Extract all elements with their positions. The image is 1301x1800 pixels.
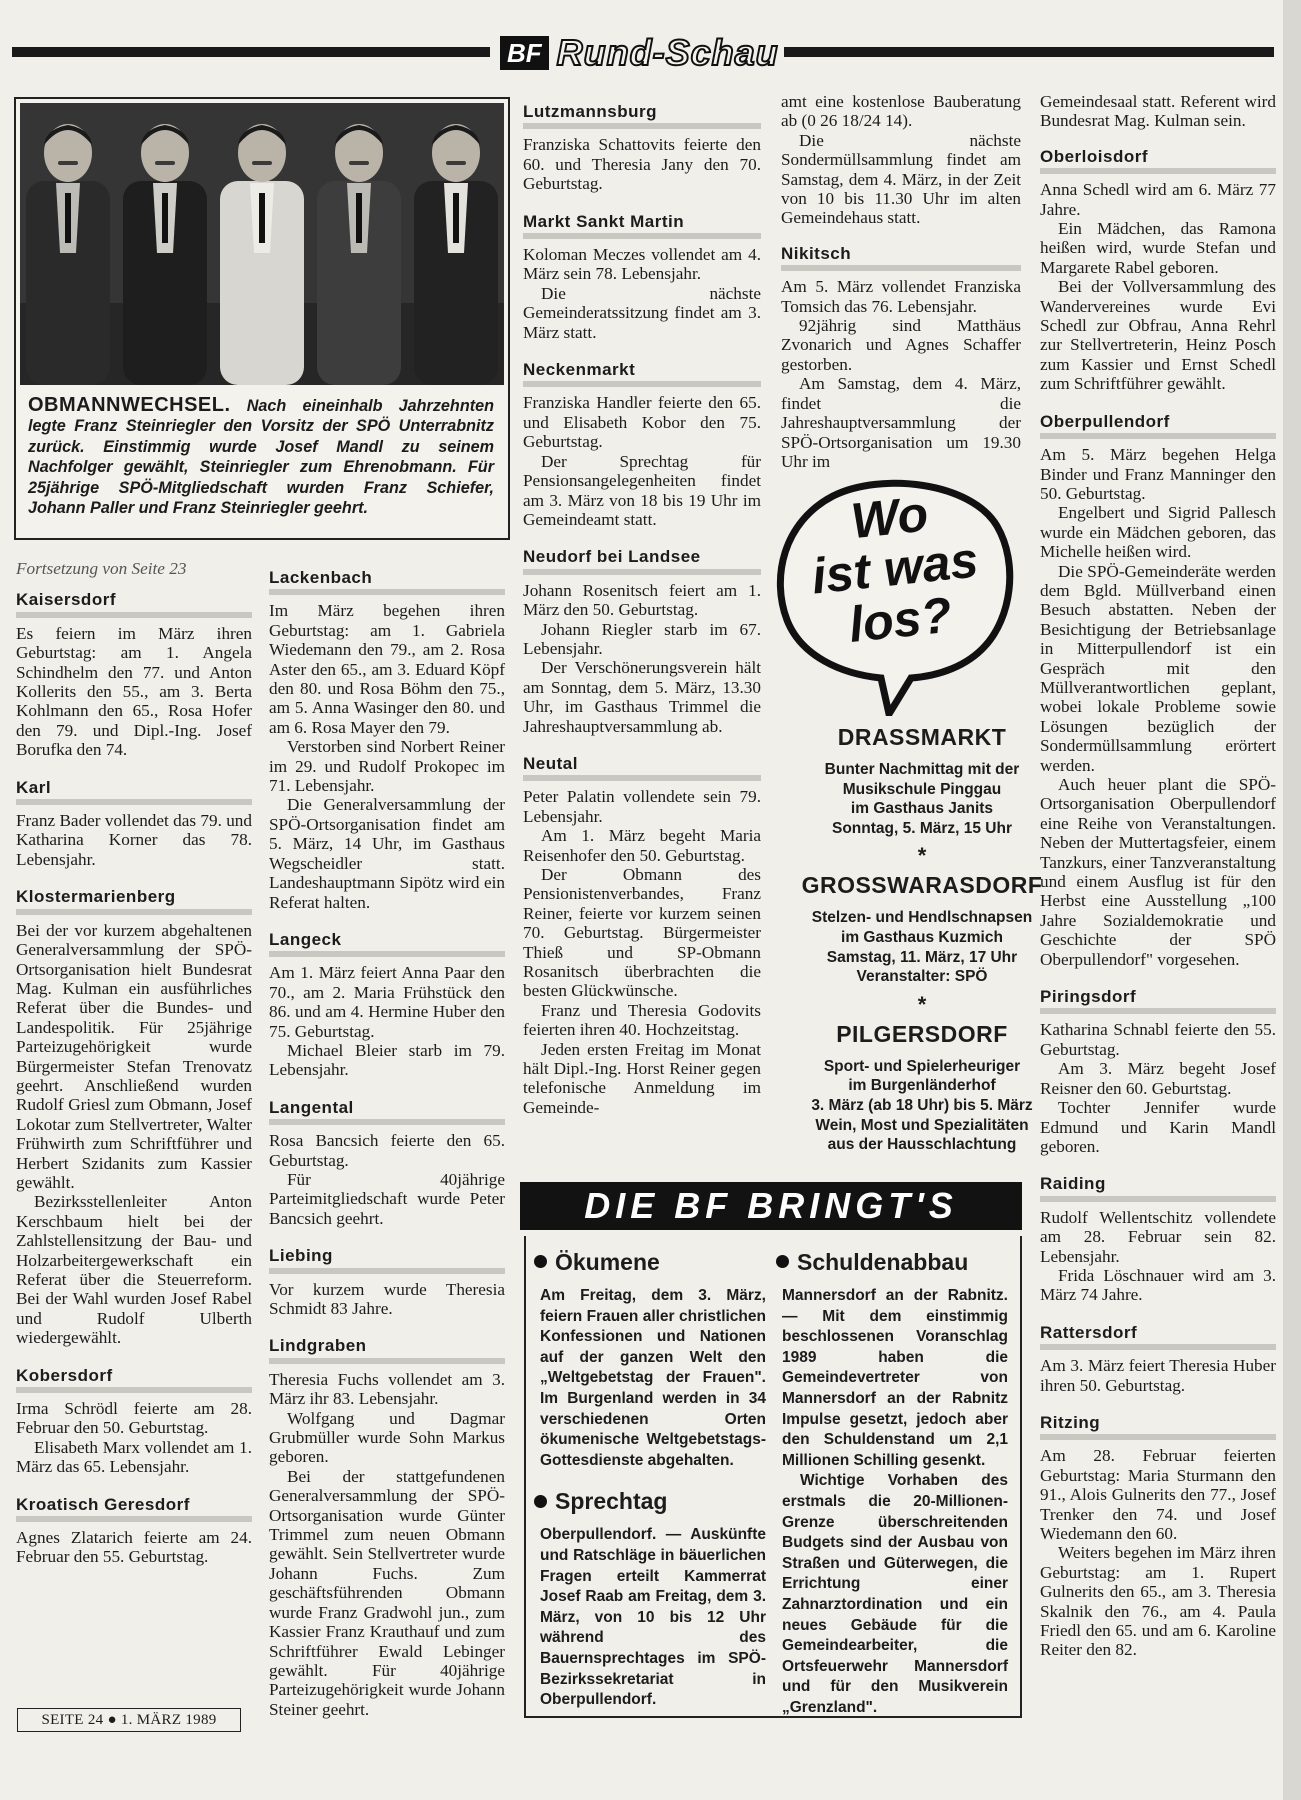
article-paragraph: Gemeindesaal statt. Referent wird Bundesrat Mag. Kulman sein. [1040, 92, 1276, 131]
section-oberpullendorf [1040, 410, 1276, 969]
article-paragraph: Am 1. März begeht Maria Reisenhofer den 50. Geburtstag. [523, 826, 761, 865]
article-paragraph: Am Samstag, dem 4. März, findet die Jahreshauptversammlung der SPÖ-Ortsorganisation um 19.30 Uhr im [781, 374, 1021, 471]
section-title: Rund-Schau [556, 32, 779, 73]
article-paragraph: Am 3. März feiert Theresia Huber ihren 50. Geburtstag. [1040, 1356, 1276, 1395]
section-heading: Neudorf bei Landsee [523, 545, 761, 574]
article-paragraph: Johann Riegler starb im 67. Lebensjahr. [523, 619, 761, 658]
person-mustache [446, 161, 466, 165]
section-heading: Rattersdorf [1040, 1321, 1276, 1350]
event-line: Veranstalter: SPÖ [856, 968, 988, 986]
section-heading: Ritzing [1040, 1411, 1276, 1440]
section-heading: Langeck [269, 928, 505, 957]
bringt-paragraph: Wichtige Vorhaben des erstmals die 20-Millionen-Grenze überschreitenden Budgets sind der Ausbau von Straßen und Güterwegen, die Errichtung einer Zahnarztordination und ein neues Gebäude für die Gemeindearbeiter, die Ortsfeuerwehr Mannersdorf und für den Musikverein „Grenzland". [782, 1472, 1008, 1716]
column-2 [269, 566, 505, 1735]
bringt-paragraph: Am Freitag, dem 3. März, feiern Frauen aller christlichen Konfessionen und Nationen auf der ganzen Welt den „Weltgebetstag der Frauen". Im Burgenland werden in 34 verschiedenen Orten ökumenische Weltgebetstags-Gottesdienste abgehalten. [540, 1287, 766, 1469]
bullet-icon [534, 1495, 547, 1508]
article-paragraph: Katharina Schnabl feierte den 55. Geburtstag. [1040, 1020, 1276, 1059]
person-tie [65, 193, 71, 243]
bringt-paragraph: Mannersdorf an der Rabnitz. — Mit dem einstimmig beschlossenen Voranschlag 1989 haben die Gemeindevertreter von Mannersdorf an der Rabnitz Impulse gesetzt, jedoch aber den Schuldenstand um 2,1 Millionen Schilling gesenkt. [782, 1287, 1008, 1469]
event-line: Musikschule Pinggau [842, 780, 1002, 798]
page-footer: SEITE 24 ● 1. MÄRZ 1989 [17, 1708, 241, 1732]
person-tie [162, 193, 168, 243]
article-paragraph: Franz Bader vollendet das 79. und Katharina Korner das 78. Lebensjahr. [16, 811, 252, 869]
person-tie [356, 193, 362, 243]
event-separator: * [917, 843, 927, 869]
section-lindgraben [269, 1334, 505, 1719]
article-paragraph: Irma Schrödl feierte am 28. Februar den 50. Geburtstag. [16, 1399, 252, 1438]
article-paragraph: Koloman Meczes vollendet am 4. März sein 78. Lebensjahr. [523, 245, 761, 284]
article-paragraph: Peter Palatin vollendete sein 79. Lebensjahr. [523, 787, 761, 826]
article-paragraph: Die Generalversammlung der SPÖ-Ortsorganisation findet am 5. März, 14 Uhr, im Gasthaus Wegscheidler statt. Landeshauptmann Sipötz wird ein Referat halten. [269, 795, 505, 912]
section-heading: Kroatisch Geresdorf [16, 1493, 252, 1522]
person-mustache [58, 161, 78, 165]
bringt-heading [534, 1487, 766, 1515]
article-paragraph: Franziska Schattovits feierte den 60. und Theresia Jany den 70. Geburtstag. [523, 135, 761, 194]
event-place: DRASSMARKT [837, 724, 1007, 750]
bf-bringts-banner: DIE BF BRINGT'S [520, 1182, 1022, 1230]
masthead-logo [500, 32, 780, 73]
section-heading: Lutzmannsburg [523, 100, 761, 129]
article-paragraph: Ein Mädchen, das Ramona heißen wird, wurde Stefan und Margarete Rabel geboren. [1040, 219, 1276, 277]
article-paragraph: Im März begehen ihren Geburtstag: am 1. Gabriela Wiedemann den 79., am 2. Rosa Aster den 65., am 3. Eduard Köpf den 80. und Rosa Böhm den 75., am 5. Anna Wasinger den 80. und am 6. Rosa Mayer den 79. [269, 601, 505, 737]
bringt-heading-text: Sprechtag [555, 1488, 668, 1515]
article-paragraph: Auch heuer plant die SPÖ-Ortsorganisation Oberpullendorf eine Reihe von Veranstaltungen. Neben der Muttertagsfeier, einem Tanzkurs, einer Tanzveranstaltung und einem Ausflug ist für den Herbst eine Ausstellung „100 Jahre Sozialdemokratie und Geschichte der SPÖ Oberpullendorf" vorgesehen. [1040, 775, 1276, 969]
article-paragraph: Weiters begehen im März ihren Geburtstag: am 1. Rupert Gulnerits den 65., am 3. Theresia Skalnik den 76., am 4. Paula Friedl den 65. und am 6. Karoline Reiter den 82. [1040, 1543, 1276, 1660]
section-neudorf-bei-landsee [523, 545, 761, 736]
article-paragraph: Agnes Zlatarich feierte am 24. Februar den 55. Geburtstag. [16, 1528, 252, 1567]
event-place: PILGERSDORF [836, 1020, 1008, 1047]
section-heading: Langental [269, 1096, 505, 1125]
article-paragraph: Franz und Theresia Godovits feierten ihren 40. Hochzeitstag. [523, 1000, 761, 1040]
spacer [1040, 131, 1276, 145]
wo-ist-was-los-text [764, 479, 1027, 658]
article-paragraph: Für 40jährige Parteimitgliedschaft wurde Peter Bancsich geehrt. [269, 1169, 505, 1228]
article-paragraph: Rudolf Wellentschitz vollendete am 28. Februar sein 82. Lebensjahr. [1040, 1207, 1276, 1266]
article-paragraph: Wolfgang und Dagmar Grubmüller wurde Sohn Markus geboren. [269, 1408, 505, 1467]
event-line: Wein, Most und Spezialitäten [815, 1116, 1029, 1134]
article-paragraph: Am 28. Februar feierten Geburtstag: Maria Sturmann den 91., Alois Gulnerits den 77., Josef Trenker den 74. und Josef Wiedemann den 60. [1040, 1446, 1276, 1543]
article-paragraph: Der Sprechtag für Pensionsangelegenheiten findet am 3. März von 18 bis 19 Uhr im Gemeindeamt statt. [523, 451, 761, 529]
event-description [772, 760, 1072, 838]
article-paragraph: Tochter Jennifer wurde Edmund und Karin Mandl geboren. [1040, 1098, 1276, 1156]
event-line: im Gasthaus Janits [850, 800, 994, 818]
wo-line-3: los? [846, 586, 955, 653]
section-oberloisdorf [1040, 145, 1276, 394]
article-paragraph: 92jährig sind Matthäus Zvonarich und Agnes Schaffer gestorben. [781, 316, 1021, 374]
article-paragraph: Die nächste Sondermüllsammlung findet am Samstag, dem 4. März, in der Zeit von 10 bis 11.30 Uhr im alten Gemeindehaus statt. [781, 130, 1021, 228]
bf-bringts-left-column [540, 1242, 766, 1721]
article-paragraph: Jeden ersten Freitag im Monat hält Dipl.-Ing. Horst Reiner gegen telefonische Anmeldung im Gemeinde- [523, 1039, 761, 1117]
event-line: Samstag, 11. März, 17 Uhr [826, 948, 1018, 966]
article-paragraph: Anna Schedl wird am 6. März 77 Jahre. [1040, 180, 1276, 219]
person-mustache [349, 161, 369, 165]
event-listing [772, 724, 1072, 1163]
article-paragraph: Bezirksstellenleiter Anton Kerschbaum hielt bei der Zahlstellensitzung der Bau- und Holzarbeitergewerkschaft ein Referat über die Steuerreform. Bei der Wahl wurden Josef Rabel und Rudolf Ulberth wiedergewählt. [16, 1192, 252, 1348]
section-lackenbach [269, 566, 505, 912]
article-paragraph: Bei der Vollversammlung des Wandervereines wurde Evi Schedl zur Obfrau, Anna Rehrl zur Stellvertreterin, Heinz Posch zum Kassier und Ernst Schedl zum Schriftführer gewählt. [1040, 277, 1276, 394]
article-paragraph: Am 5. März begehen Helga Binder und Franz Manninger den 50. Geburtstag. [1040, 445, 1276, 503]
section-nikitsch [781, 242, 1021, 471]
article-paragraph: Frida Löschnauer wird am 3. März 74 Jahre. [1040, 1265, 1276, 1305]
bringt-paragraph: Oberpullendorf. — Auskünfte und Ratschläge in bäuerlichen Fragen erteilt Kammerrat Josef Raab am Freitag, dem 3. März, von 10 bis 12 Uhr während des Bauernsprechtages im SPÖ-Bezirkssekretariat in Oberpullendorf. [540, 1526, 766, 1709]
article-paragraph: Elisabeth Marx vollendet am 1. März das 65. Lebensjahr. [16, 1437, 252, 1477]
article-paragraph: Theresia Fuchs vollendet am 3. März ihr 83. Lebensjahr. [269, 1369, 505, 1409]
section-raiding [1040, 1172, 1276, 1304]
event-line: aus der Hausschlachtung [827, 1136, 1017, 1154]
page-edge [1283, 0, 1301, 1800]
section-heading: Kobersdorf [16, 1364, 252, 1393]
section-heading: Oberpullendorf [1040, 410, 1276, 439]
section-lutzmannsburg [523, 100, 761, 194]
article-paragraph: Es feiern im März ihren Geburtstag: am 1. Angela Schindhelm den 77. und Anton Kollerits den 55., am 3. Berta Kohlmann den 65., Rosa Hofer den 79. und Dipl.-Ing. Josef Borufka den 74. [16, 623, 252, 760]
section-heading: Karl [16, 776, 252, 805]
section-rattersdorf [1040, 1321, 1276, 1395]
article-paragraph: Verstorben sind Norbert Reiner im 29. und Rudolf Prokopec im 71. Lebensjahr. [269, 737, 505, 796]
section-heading: Lackenbach [269, 566, 505, 595]
section-langeck [269, 928, 505, 1080]
photo-caption [28, 395, 494, 518]
article-paragraph: Franziska Handler feierte den 65. und Elisabeth Kobor den 75. Geburtstag. [523, 393, 761, 452]
bf-logo: BF [500, 36, 549, 70]
article-paragraph: Bei der stattgefundenen Generalversammlung der SPÖ-Ortsorganisation wurde Günter Trimmel zum neuen Obmann gewählt. Sein Stellvertreter wurde Johann Fuchs. Zum geschäftsführenden Obmann wurde Franz Gradwohl jun., zum Kassier Franz Krauthauf und zum Schriftführer Ewald Lebinger gewählt. Für 40jährige Parteizugehörigkeit wurde Johann Steiner geehrt. [269, 1466, 505, 1719]
section-heading: Raiding [1040, 1172, 1276, 1201]
section-markt-sankt-martin [523, 210, 761, 342]
article-paragraph: Vor kurzem wurde Theresia Schmidt 83 Jahre. [269, 1279, 505, 1318]
article-paragraph: Die nächste Gemeinderatssitzung findet am 3. März statt. [523, 283, 761, 342]
column-6 [1040, 92, 1276, 1676]
event-separator: * [917, 991, 927, 1017]
article-paragraph: Am 5. März vollendet Franziska Tomsich das 76. Lebensjahr. [781, 277, 1021, 316]
article-paragraph: Die SPÖ-Gemeinderäte werden dem Bgld. Müllverband einen Besuch abstatten. Neben der Besichtigung der Betriebsanlage in Mitterpullendorf ist ein Gespräch mit den Müllverantwortlichen geplant, wobei lokale Probleme sowie Lösungen bezüglich der Sondermüllsammlung erörtert werden. [1040, 561, 1276, 775]
wo-ist-was-los-graphic [771, 478, 1019, 716]
section-heading: Markt Sankt Martin [523, 210, 761, 239]
continuation-note: Fortsetzung von Seite 23 [16, 559, 187, 578]
event-line: Sport- und Spielerheuriger [823, 1057, 1021, 1075]
section-ritzing [1040, 1411, 1276, 1660]
person-tie [259, 193, 265, 243]
person-mustache [252, 161, 272, 165]
person-tie [453, 193, 459, 243]
bringt-heading-text: Ökumene [555, 1249, 660, 1275]
section-heading: Nikitsch [781, 242, 1021, 271]
section-liebing [269, 1244, 505, 1318]
event-place: GROSSWARASDORF [801, 872, 1043, 899]
article-paragraph: Johann Rosenitsch feiert am 1. März den 50. Geburtstag. [523, 580, 761, 620]
section-piringsdorf [1040, 985, 1276, 1156]
article-paragraph: Der Obmann des Pensionistenverbandes, Franz Reiner, feierte vor kurzem seinen 70. Geburtstag. Bürgermeister Thieß und SP-Obmann Rosanitsch überbrachten die besten Glückwünsche. [523, 865, 761, 1001]
event-line: 3. März (ab 18 Uhr) bis 5. März [811, 1096, 1033, 1114]
section-heading: Klostermarienberg [16, 885, 252, 914]
photo-box [14, 97, 510, 540]
section-neutal [523, 752, 761, 1117]
section-heading: Neutal [523, 752, 761, 781]
article-paragraph: Der Verschönerungsverein hält am Sonntag, dem 5. März, 13.30 Uhr, im Gasthaus Trimmel die Jahreshauptversammlung ab. [523, 658, 761, 736]
masthead-rule-right [784, 47, 1274, 57]
section-neckenmarkt [523, 358, 761, 529]
event-line: im Burgenländerhof [848, 1077, 996, 1095]
section-heading: Piringsdorf [1040, 985, 1276, 1014]
bullet-icon [776, 1255, 789, 1268]
bringt-heading-text: Schuldenabbau [797, 1249, 969, 1275]
article-paragraph: Bei der vor kurzem abgehaltenen Generalversammlung der SPÖ-Ortsorganisation hielt Bundesrat Mag. Kulman ein ausführliches Referat über die Bundes- und Landespolitik. Für 25jährige Parteizugehörigkeit wurde Bürgermeister Stefan Trenovatz geehrt. Anschließend wurden Rudolf Griesl zum Obmann, Josef Lokotar zum Stellvertreter, Walter Frühwirth zum Schriftführer und Herbert Szidanits zum Kassier gewählt. [16, 920, 252, 1192]
person-mustache [155, 161, 175, 165]
spacer [781, 228, 1021, 242]
event-line: Sonntag, 5. März, 15 Uhr [831, 819, 1012, 837]
bf-bringts-box [520, 1182, 1022, 1732]
article-paragraph: Am 1. März feiert Anna Paar den 70., am 2. Maria Frühstück den 86. und am 4. Hermine Huber den 75. Geburtstag. [269, 963, 505, 1041]
section-heading: Kaisersdorf [16, 588, 252, 617]
section-heading: Neckenmarkt [523, 358, 761, 387]
caption-lead: OBMANNWECHSEL. [28, 394, 231, 416]
event-line: im Gasthaus Kuzmich [841, 928, 1003, 946]
section-heading: Liebing [269, 1244, 505, 1273]
section-kroatisch-geresdorf [16, 1493, 252, 1567]
article-paragraph: Rosa Bancsich feierte den 65. Geburtstag. [269, 1131, 505, 1170]
wo-line-1: Wo [848, 485, 931, 550]
article-paragraph: Am 3. März begeht Josef Reisner den 60. Geburtstag. [1040, 1059, 1276, 1098]
section-heading: Oberloisdorf [1040, 145, 1276, 174]
group-photo-image [20, 103, 504, 385]
spacer [540, 1711, 766, 1721]
bullet-icon [534, 1255, 547, 1268]
section-kaisersdorf [16, 588, 252, 759]
article-paragraph: Engelbert und Sigrid Pallesch wurde ein Mädchen geboren, das Michelle heißen wird. [1040, 503, 1276, 562]
masthead [12, 32, 1274, 73]
group-photo [20, 103, 504, 385]
column-4 [781, 92, 1021, 487]
section-klostermarienberg [16, 885, 252, 1347]
event-line: Bunter Nachmittag mit der [824, 761, 1020, 778]
section-karl [16, 776, 252, 870]
bringt-heading [776, 1248, 1008, 1276]
masthead-rule-left [12, 47, 490, 57]
column-3 [523, 100, 761, 1133]
spacer [540, 1471, 766, 1481]
bf-bringts-body [524, 1236, 1022, 1718]
bf-bringts-right-column [782, 1242, 1008, 1728]
article-paragraph: amt eine kostenlose Bauberatung ab (0 26 18/24 14). [781, 92, 1021, 131]
spacer [782, 1718, 1008, 1728]
section-langental [269, 1096, 505, 1228]
section-heading: Lindgraben [269, 1334, 505, 1363]
event-line: Stelzen- und Hendlschnapsen [811, 909, 1033, 927]
wo-line-2: ist was [809, 531, 981, 605]
event-description [772, 908, 1072, 986]
article-paragraph: Michael Bleier starb im 79. Lebensjahr. [269, 1040, 505, 1080]
bringt-heading [534, 1248, 766, 1276]
event-description [772, 1057, 1072, 1155]
section-kobersdorf [16, 1364, 252, 1477]
column-1 [16, 559, 252, 1583]
caption-text: Nach eineinhalb Jahrzehnten legte Franz Steinriegler den Vorsitz der SPÖ Unterrabnitz zurück. Einstimmig wurde Josef Mandl zu seinem Nachfolger gewählt, Steinriegler zum Ehrenobmann. Für 25jährige SPÖ-Mitgliedschaft wurden Franz Schiefer, Johann Paller und Franz Steinriegler geehrt. [28, 397, 494, 518]
